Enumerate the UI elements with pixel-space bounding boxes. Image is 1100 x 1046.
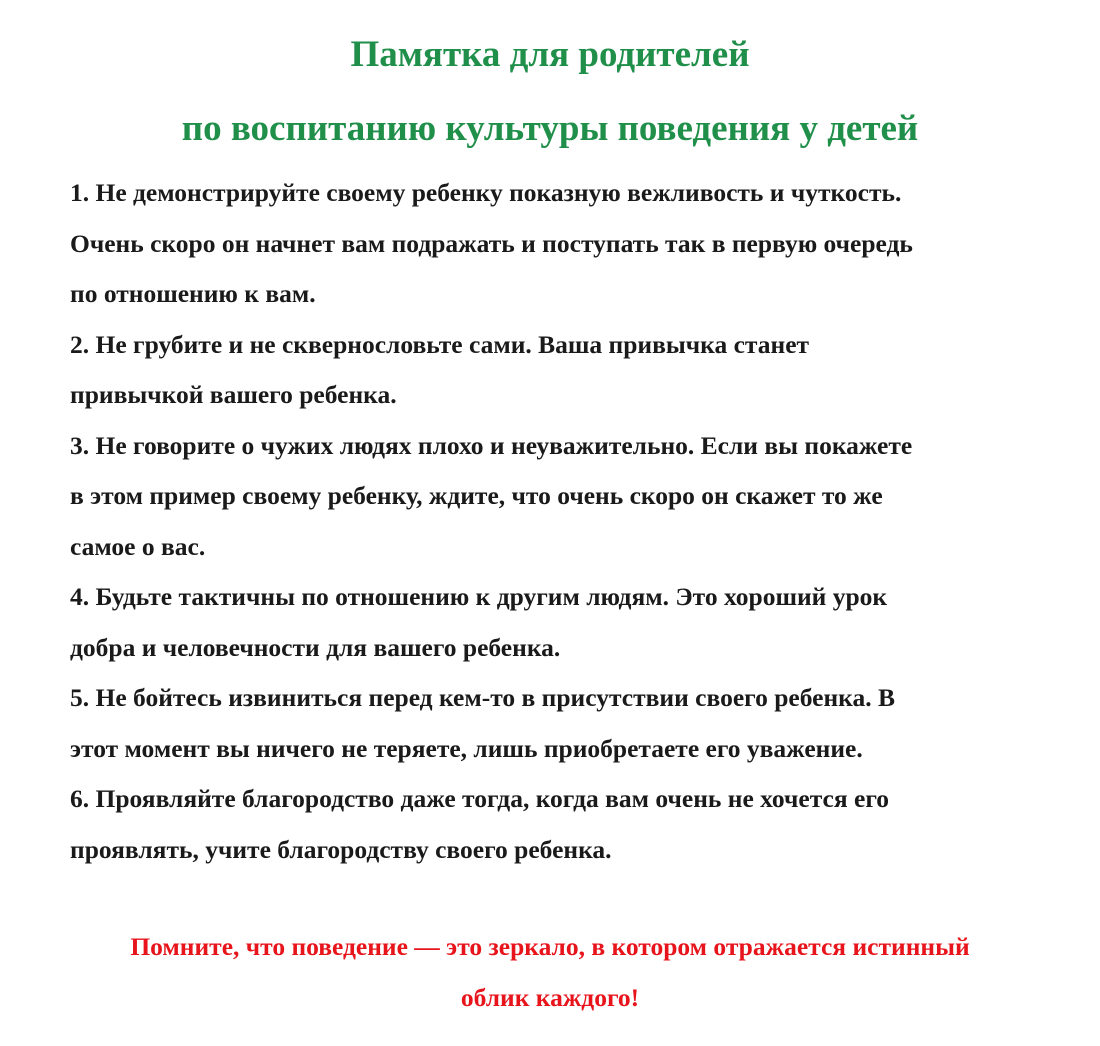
body-line: в этом пример своему ребенку, ждите, что очень скоро он скажет то же	[70, 481, 883, 510]
body-line: 4. Будьте тактичны по отношению к другим людям. Это хороший урок	[70, 582, 888, 611]
body-line: этот момент вы ничего не теряете, лишь приобретаете его уважение.	[70, 733, 863, 763]
body-line: 5. Не бойтесь извиниться перед кем-то в присутствии своего ребенка. В	[70, 683, 895, 712]
body-line: 1. Не демонстрируйте своему ребенку показную вежливость и чуткость.	[70, 178, 902, 207]
body-line: самое о вас.	[70, 531, 206, 561]
body-line: 2. Не грубите и не сквернословьте сами. Ваша привычка станет	[70, 329, 810, 359]
footer-line: облик каждого!	[460, 983, 640, 1012]
body-line: проявлять, учите благородству своего ребенка.	[70, 834, 612, 864]
body-line: по отношению к вам.	[70, 279, 316, 308]
body-line: 3. Не говорите о чужих людях плохо и неуважительно. Если вы покажете	[70, 430, 913, 460]
body-line: привычкой вашего ребенка.	[70, 380, 397, 409]
body-line: добра и человечности для вашего ребенка.	[70, 632, 561, 662]
body-line: Очень скоро он начнет вам подражать и поступать так в первую очередь	[70, 228, 913, 258]
footer-line: Помните, что поведение — это зеркало, в котором отражается истинный	[130, 932, 970, 961]
memo-body	[70, 168, 1060, 875]
memo-title: Памятка для родителей	[350, 34, 750, 75]
body-line: 6. Проявляйте благородство даже тогда, когда вам очень не хочется его	[70, 784, 890, 813]
memo-footer	[0, 921, 1100, 1023]
memo-subtitle: по воспитанию культуры поведения у детей	[181, 108, 919, 149]
